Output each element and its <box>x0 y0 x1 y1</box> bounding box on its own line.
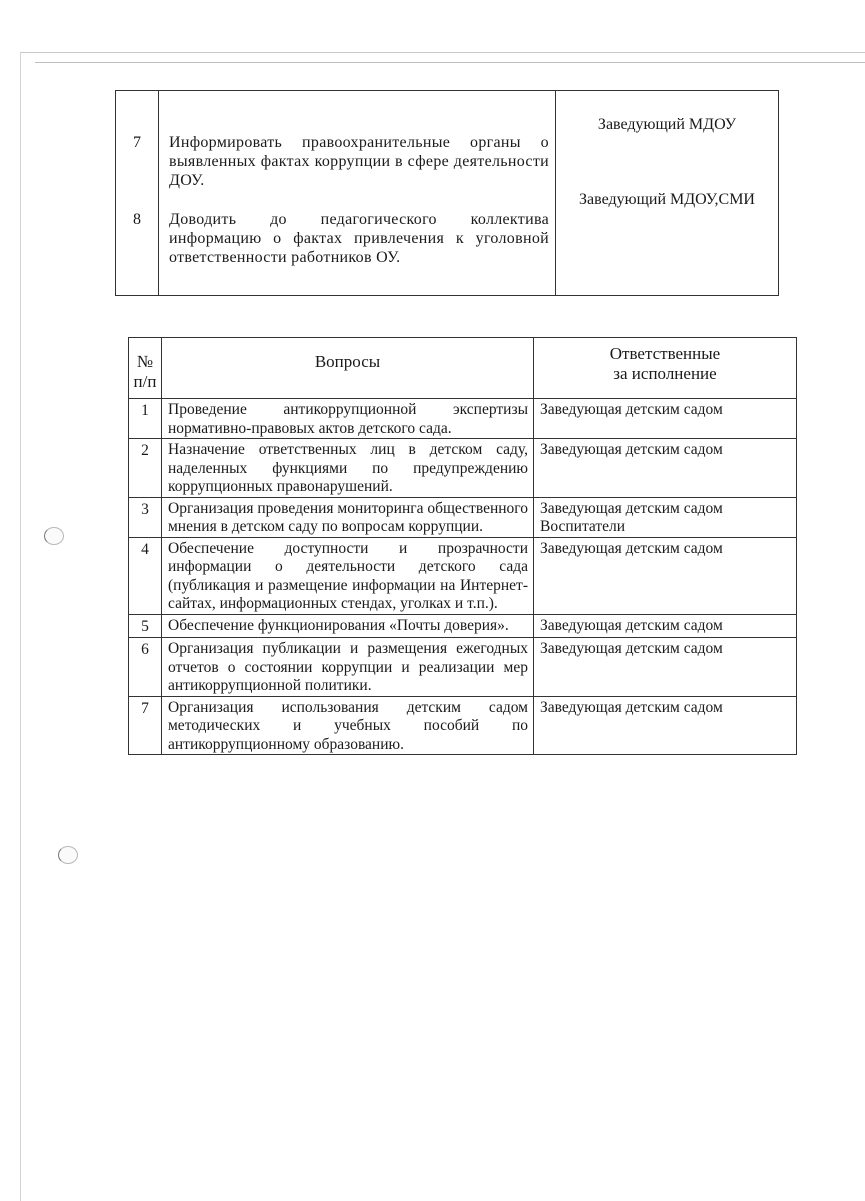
row-responsible: Заведующая детским садом <box>534 696 797 755</box>
row-number: 7 <box>129 696 162 755</box>
row-number: 8 <box>116 190 159 296</box>
table-header <box>129 338 797 399</box>
table-row <box>129 439 797 498</box>
table-row <box>129 537 797 614</box>
row-responsible: Заведующая детским садом <box>534 537 797 614</box>
row-responsible: Заведующий МДОУ,СМИ <box>556 190 779 296</box>
table-row <box>129 497 797 537</box>
row-question: Обеспечение функционирования «Почты доверия». <box>162 614 534 638</box>
table-row <box>129 696 797 755</box>
header-responsible-line1: Ответственные <box>609 344 721 363</box>
row-number: 4 <box>129 537 162 614</box>
header-responsible <box>534 338 797 399</box>
row-question: Организация проведения мониторинга общественного мнения в детском саду по вопросам коррупции. <box>162 497 534 537</box>
punch-hole-bottom <box>58 846 78 864</box>
row-number: 7 <box>116 91 159 191</box>
row-responsible: Заведующая детским садом <box>534 638 797 697</box>
row-responsible: Заведующая детским садом <box>534 614 797 638</box>
row-number: 5 <box>129 614 162 638</box>
row-question: Назначение ответственных лиц в детском саду, наделенных функциями по предупреждению коррупционных правонарушений. <box>162 439 534 498</box>
table-row <box>116 190 779 296</box>
row-responsible: Заведующий МДОУ <box>556 91 779 191</box>
row-responsible: Заведующая детским садом <box>534 399 797 439</box>
row-question: Организация публикации и размещения ежегодных отчетов о состоянии коррупции и реализации мер антикоррупционной политики. <box>162 638 534 697</box>
anticorruption-plan-table <box>128 337 797 755</box>
row-responsible: Заведующая детским садом <box>534 439 797 498</box>
table-row <box>116 91 779 191</box>
table-row <box>129 638 797 697</box>
row-number: 6 <box>129 638 162 697</box>
row-responsible: Заведующая детским садом Воспитатели <box>534 497 797 537</box>
header-questions: Вопросы <box>162 338 534 399</box>
row-question: Информировать правоохранительные органы о выявленных фактах коррупции в сфере деятельности ДОУ. <box>159 91 556 191</box>
row-number: 2 <box>129 439 162 498</box>
row-number: 1 <box>129 399 162 439</box>
row-question: Обеспечение доступности и прозрачности информации о деятельности детского сада (публикация и размещение информации на Интернет-сайтах, информационных стендах, уголках и т.п.). <box>162 537 534 614</box>
header-responsible-line2: за исполнение <box>613 364 717 383</box>
row-number: 3 <box>129 497 162 537</box>
header-number: № п/п <box>129 338 162 399</box>
table-row <box>129 614 797 638</box>
row-question: Организация использования детским садом методических и учебных пособий по антикоррупционному образованию. <box>162 696 534 755</box>
row-question: Доводить до педагогического коллектива информацию о фактах привлечения к уголовной ответственности работников ОУ. <box>159 190 556 296</box>
punch-hole-top <box>44 527 64 545</box>
row-question: Проведение антикоррупционной экспертизы нормативно-правовых актов детского сада. <box>162 399 534 439</box>
table-row <box>129 399 797 439</box>
measures-table-continued <box>115 90 779 296</box>
